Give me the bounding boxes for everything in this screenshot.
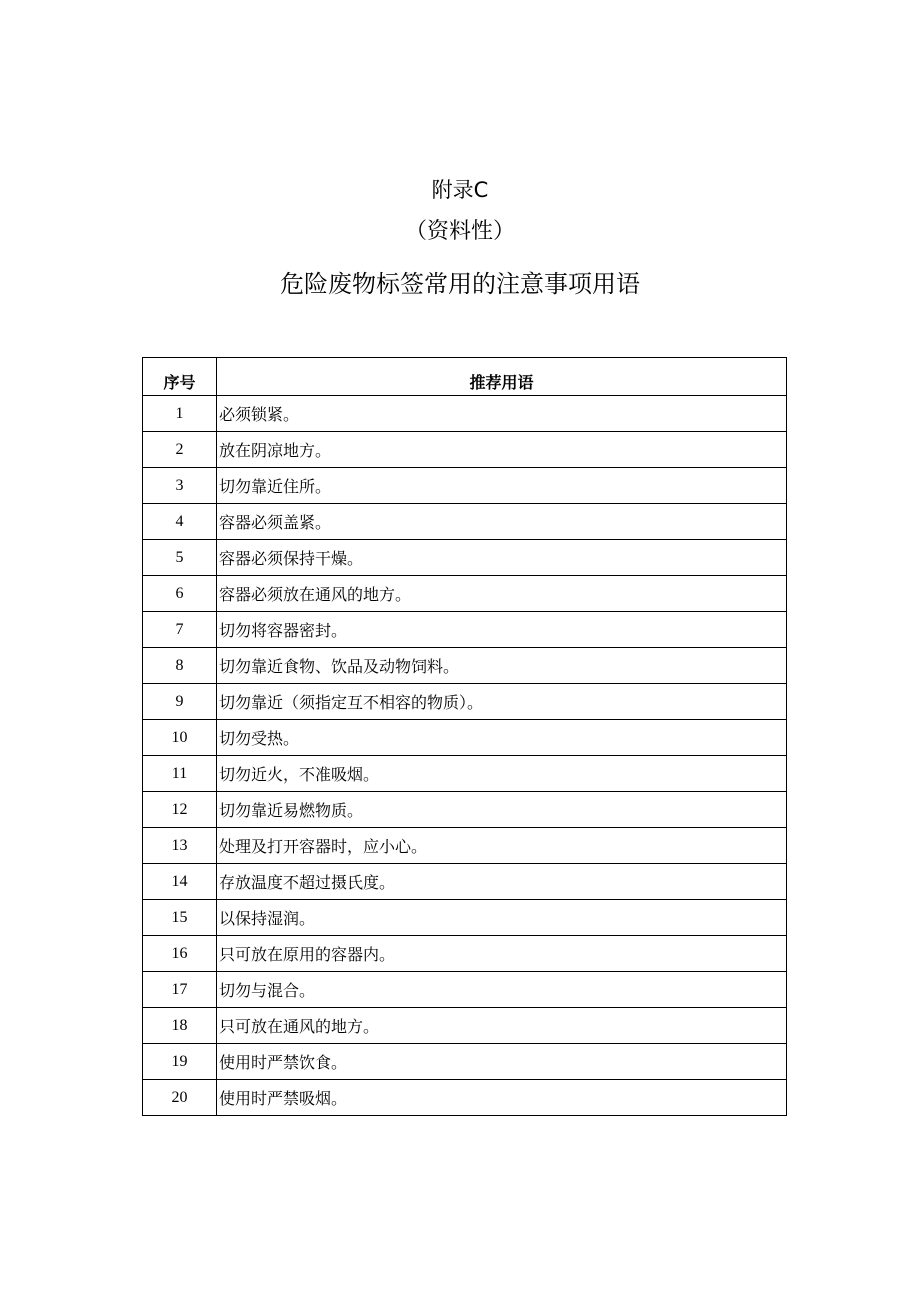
row-term: 只可放在通风的地方。 (217, 1008, 787, 1044)
row-term: 切勿靠近易燃物质。 (217, 792, 787, 828)
table-row (143, 864, 787, 900)
row-number: 11 (143, 756, 217, 792)
row-term: 切勿靠近（须指定互不相容的物质）。 (217, 684, 787, 720)
page-title: 危险废物标签常用的注意事项用语 (280, 270, 640, 298)
row-term: 容器必须保持干燥。 (217, 540, 787, 576)
precaution-table (142, 357, 787, 1116)
row-term: 存放温度不超过摄氏度。 (217, 864, 787, 900)
appendix-type: （资料性） (404, 219, 515, 244)
table-row (143, 828, 787, 864)
table-row (143, 900, 787, 936)
table-row (143, 540, 787, 576)
table-row (143, 720, 787, 756)
row-term: 切勿与混合。 (217, 972, 787, 1008)
row-number: 6 (143, 576, 217, 612)
row-number: 18 (143, 1008, 217, 1044)
table-row (143, 1044, 787, 1080)
row-number: 14 (143, 864, 217, 900)
table-row (143, 1080, 787, 1116)
table-row (143, 936, 787, 972)
table-row (143, 792, 787, 828)
row-number: 17 (143, 972, 217, 1008)
row-number: 5 (143, 540, 217, 576)
table-row (143, 576, 787, 612)
precaution-table-container (142, 357, 786, 1116)
row-number: 13 (143, 828, 217, 864)
row-term: 切勿靠近食物、饮品及动物饲料。 (217, 648, 787, 684)
row-number: 16 (143, 936, 217, 972)
row-term: 容器必须放在通风的地方。 (217, 576, 787, 612)
row-term: 使用时严禁吸烟。 (217, 1080, 787, 1116)
appendix-label: 附录C (431, 178, 489, 202)
row-term: 以保持湿润。 (217, 900, 787, 936)
row-term: 切勿靠近住所。 (217, 468, 787, 504)
row-number: 1 (143, 396, 217, 432)
table-row (143, 612, 787, 648)
row-term: 放在阴凉地方。 (217, 432, 787, 468)
row-number: 9 (143, 684, 217, 720)
table-row (143, 648, 787, 684)
table-row (143, 972, 787, 1008)
row-term: 处理及打开容器时，应小心。 (217, 828, 787, 864)
table-header-row (143, 358, 787, 396)
row-term: 只可放在原用的容器内。 (217, 936, 787, 972)
row-number: 10 (143, 720, 217, 756)
column-header-term: 推荐用语 (217, 358, 787, 396)
table-row (143, 396, 787, 432)
table-row (143, 432, 787, 468)
row-term: 容器必须盖紧。 (217, 504, 787, 540)
row-number: 3 (143, 468, 217, 504)
table-row (143, 468, 787, 504)
row-number: 7 (143, 612, 217, 648)
table-row (143, 684, 787, 720)
row-number: 15 (143, 900, 217, 936)
table-row (143, 504, 787, 540)
row-number: 12 (143, 792, 217, 828)
row-term: 切勿近火，不准吸烟。 (217, 756, 787, 792)
row-number: 20 (143, 1080, 217, 1116)
column-header-number: 序号 (143, 358, 217, 396)
row-number: 2 (143, 432, 217, 468)
table-row (143, 1008, 787, 1044)
table-row (143, 756, 787, 792)
row-term: 切勿将容器密封。 (217, 612, 787, 648)
row-number: 4 (143, 504, 217, 540)
row-term: 必须锁紧。 (217, 396, 787, 432)
row-term: 切勿受热。 (217, 720, 787, 756)
row-number: 8 (143, 648, 217, 684)
row-number: 19 (143, 1044, 217, 1080)
row-term: 使用时严禁饮食。 (217, 1044, 787, 1080)
